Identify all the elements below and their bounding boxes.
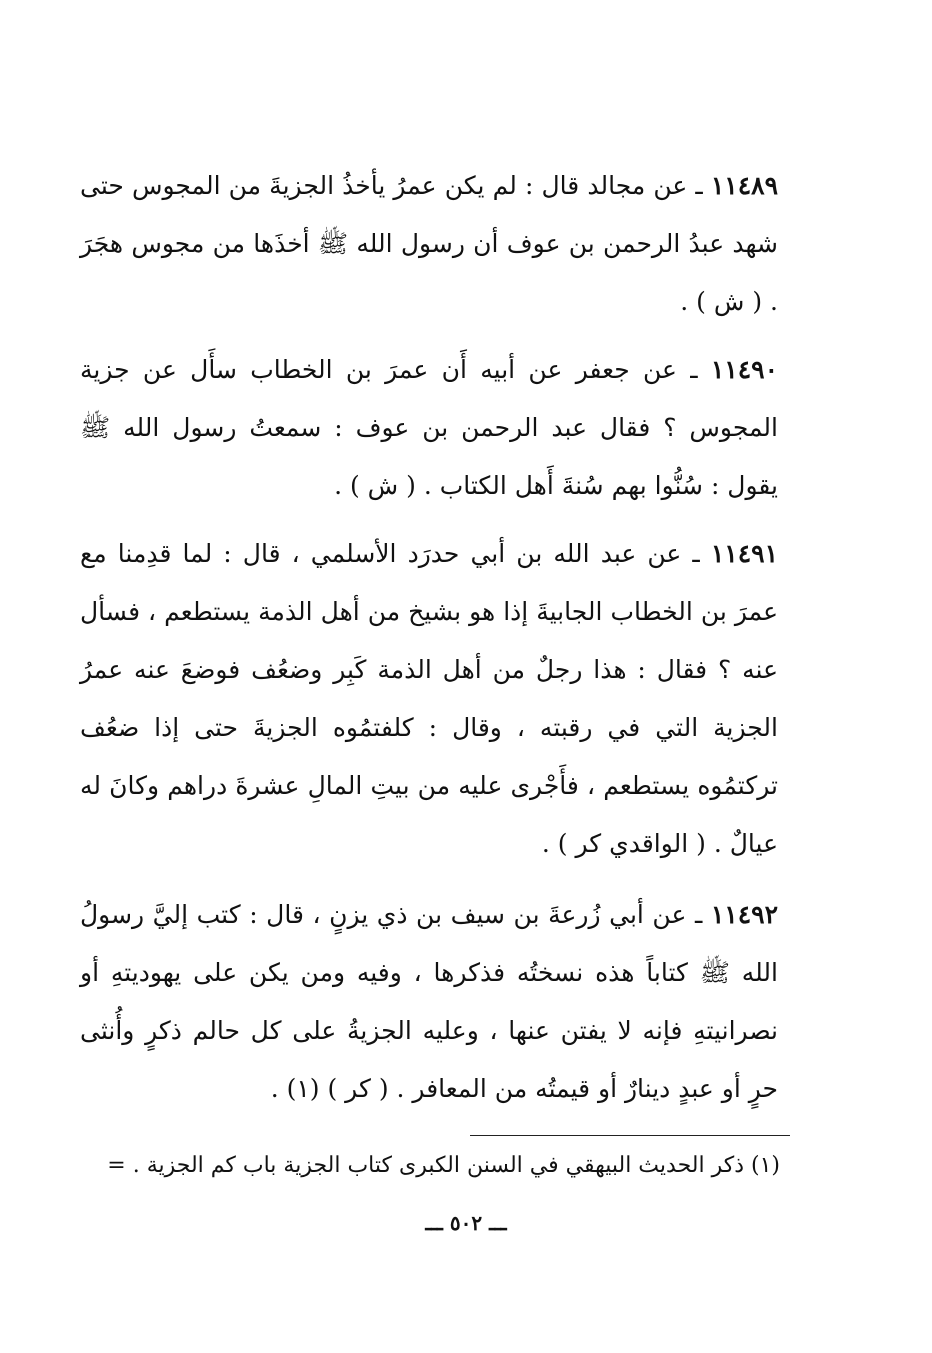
hadith-number: ١١٤٨٩ (710, 171, 778, 200)
footnote-divider (470, 1135, 790, 1136)
hadith-number: ١١٤٩٠ (710, 355, 778, 384)
hadith-text: ـ عن مجالد قال : لم يكن عمرُ يأخذُ الجزيةَ من المجوس حتى شهد عبدُ الرحمن بن عوف أن رسول الله ﷺ أخذَها من مجوس هجَرَ . ( ش ) . (80, 171, 778, 316)
page-number: ـــ ٥٠٢ ـــ (425, 1211, 507, 1235)
hadith-1492 (80, 886, 778, 1118)
hadith-text: ـ عن عبد الله بن أبي حدرَد الأسلمي ، قال : لما قدِمنا مع عمرَ بن الخطاب الجابيةَ إذا هو بشيخ من أهل الذمة يستطعم ، فسأل عنه ؟ فقال : هذا رجلٌ من أهل الذمة كَبِر وضعُف فوضعَ عنه عمرُ الجزية التي في رقبته ، وقال : كلفتمُوه الجزيةَ حتى إذا ضعُف تركتمُوه يستطعم ، فأَجْرى عليه من بيتِ المالِ عشرةَ دراهم وكانَ له عيالٌ . ( الواقدي كر ) . (80, 539, 778, 858)
hadith-number: ١١٤٩١ (710, 539, 778, 568)
hadith-number: ١١٤٩٢ (710, 900, 778, 929)
footnote: (١) ذكر الحديث البيهقي في السنن الكبرى كتاب الجزية باب كم الجزية . = (107, 1153, 780, 1178)
hadith-text: ـ عن جعفر عن أبيه أَن عمرَ بن الخطاب سأَل عن جزية المجوس ؟ فقال عبد الرحمن بن عوف : سمعتُ رسول الله ﷺ يقول : سُنُّوا بهم سُنةَ أَهل الكتاب . ( ش ) . (80, 355, 778, 500)
hadith-1489 (80, 157, 778, 331)
hadith-1491 (80, 525, 778, 873)
hadith-1490 (80, 341, 778, 515)
hadith-text: ـ عن أبي زُرعةَ بن سيف بن ذي يزنٍ ، قال : كتب إليَّ رسولُ الله ﷺ كتاباً هذه نسختُه فذكرها ، وفيه ومن يكن على يهوديتهِ أو نصرانيتهِ فإنه لا يفتن عنها ، وعليه الجزيةُ على كل حالم ذكرٍ وأُنثى حرٍ أو عبدٍ دينارٌ أو قيمتُه من المعافر . ( كر ) (١) . (80, 900, 778, 1103)
